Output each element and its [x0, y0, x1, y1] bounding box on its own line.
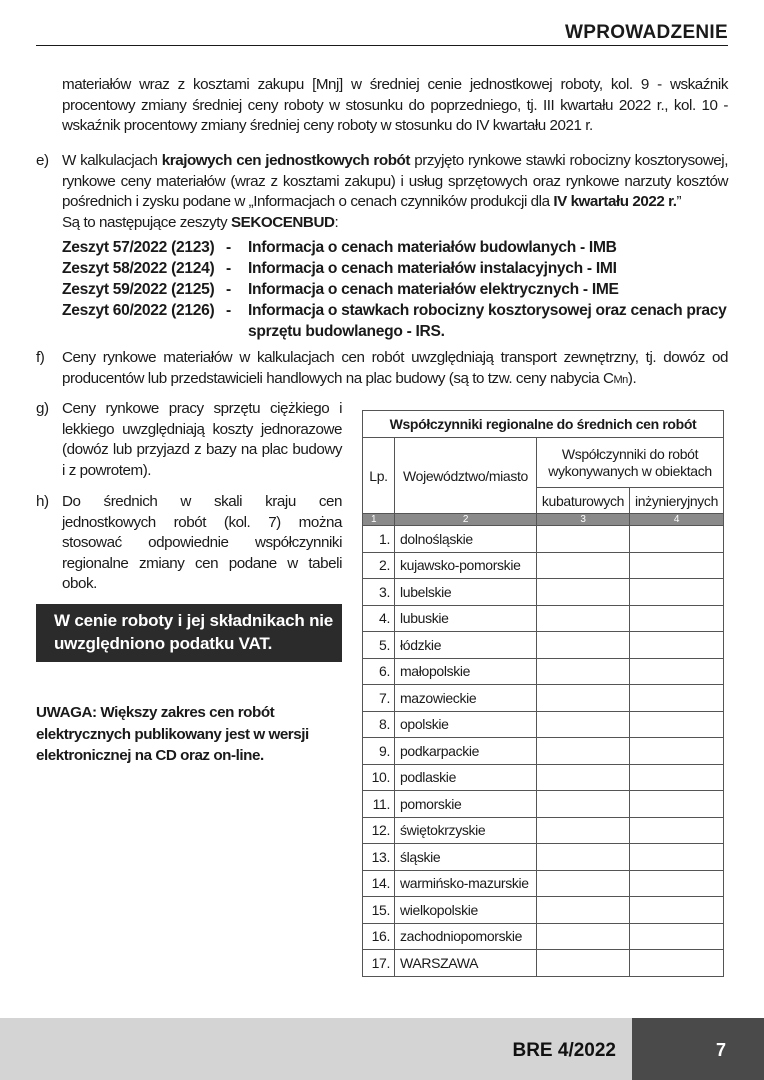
row-inzynieryjnych-value: [630, 897, 724, 924]
column-number-row: [363, 514, 724, 526]
row-inzynieryjnych-value: [630, 923, 724, 950]
row-inzynieryjnych-value: [630, 791, 724, 818]
row-inzynieryjnych-value: [630, 817, 724, 844]
table-row: [363, 711, 724, 738]
row-region-name: opolskie: [395, 711, 537, 738]
row-inzynieryjnych-value: [630, 526, 724, 553]
row-inzynieryjnych-value: [630, 632, 724, 659]
row-lp: 16.: [363, 923, 395, 950]
row-kubaturowych-value: [537, 764, 630, 791]
vat-notice-box: [36, 604, 342, 662]
list-item-e-text: W kalkulacjach krajowych cen jednostkowych robót przyjęto rynkowe stawki robocizny kosztorysowej, rynkowe ceny materiałów (wraz z kosztami zakupu) i usług sprzętowych oraz rynkowe narzuty kosztów pośrednich i zysku podane w „Informacjach o cenach czynników produkcji dla IV kwartału 2022 r.” Są to następujące zeszyty SEKOCENBUD:: [62, 152, 728, 231]
row-lp: 3.: [363, 579, 395, 606]
row-lp: 12.: [363, 817, 395, 844]
row-kubaturowych-value: [537, 950, 630, 977]
zeszyt-dash: -: [226, 260, 231, 277]
row-lp: 11.: [363, 791, 395, 818]
zeszyt-row: [62, 279, 728, 300]
col-header-lp: Lp.: [363, 438, 395, 514]
table-row: [363, 526, 724, 553]
zeszyt-desc: Informacja o cenach materiałów instalacyjnych - IMI: [248, 260, 617, 277]
column-number: 3: [537, 514, 630, 526]
vat-notice-line: W cenie roboty i jej składnikach nie: [54, 611, 334, 630]
table-row: [363, 738, 724, 765]
row-lp: 7.: [363, 685, 395, 712]
row-lp: 13.: [363, 844, 395, 871]
row-region-name: zachodniopomorskie: [395, 923, 537, 950]
row-kubaturowych-value: [537, 897, 630, 924]
zeszyt-dash: -: [226, 239, 231, 256]
column-number: 4: [630, 514, 724, 526]
row-inzynieryjnych-value: [630, 738, 724, 765]
table-row: [363, 791, 724, 818]
row-kubaturowych-value: [537, 526, 630, 553]
row-inzynieryjnych-value: [630, 658, 724, 685]
zeszyt-row: [62, 300, 728, 321]
row-kubaturowych-value: [537, 791, 630, 818]
row-kubaturowych-value: [537, 685, 630, 712]
table-row: [363, 870, 724, 897]
regional-coefficients-table: [362, 410, 724, 977]
row-region-name: mazowieckie: [395, 685, 537, 712]
row-inzynieryjnych-value: [630, 711, 724, 738]
zeszyt-name: Zeszyt 60/2022 (2126): [62, 302, 215, 319]
table-row: [363, 923, 724, 950]
row-inzynieryjnych-value: [630, 685, 724, 712]
footer-issue-label: BRE 4/2022: [512, 1040, 616, 1061]
row-kubaturowych-value: [537, 923, 630, 950]
list-marker: f): [36, 349, 45, 366]
row-lp: 10.: [363, 764, 395, 791]
row-inzynieryjnych-value: [630, 870, 724, 897]
header-rule: [36, 45, 728, 46]
uwaga-note: UWAGA: Większy zakres cen robót elektrycznych publikowany jest w wersji elektronicznej na CD oraz on-line.: [36, 704, 309, 764]
row-kubaturowych-value: [537, 579, 630, 606]
zeszyt-row: [62, 237, 728, 258]
row-inzynieryjnych-value: [630, 579, 724, 606]
zeszyt-desc: Informacja o cenach materiałów elektrycznych - IME: [248, 281, 619, 298]
row-region-name: śląskie: [395, 844, 537, 871]
list-item-f-text: Ceny rynkowe materiałów w kalkulacjach cen robót uwzględniają transport zewnętrzny, tj. dowóz od producentów lub przedstawicieli handlowych na plac budowy (są to tzw. ceny nabycia CMn).: [62, 349, 728, 387]
list-item-h-text: Do średnich w skali kraju cen jednostkowych robót (kol. 7) można stosować odpowiednie współczynniki regionalne zmiany cen podane w tabeli obok.: [62, 493, 342, 592]
row-inzynieryjnych-value: [630, 950, 724, 977]
table-row: [363, 897, 724, 924]
zeszyt-dash: -: [226, 281, 231, 298]
col-header-inzynieryjnych: inżynieryjnych: [630, 488, 724, 514]
col-header-wspolczynniki: Współczynniki do robót wykonywanych w obiektach: [537, 438, 724, 488]
zeszyt-desc: Informacja o stawkach robocizny kosztorysowej oraz cenach pracy: [248, 302, 727, 319]
zeszyt-row: [62, 258, 728, 279]
zeszyty-list: [62, 237, 728, 342]
list-marker: e): [36, 152, 49, 169]
row-lp: 4.: [363, 605, 395, 632]
vat-notice-line: uwzględniono podatku VAT.: [54, 634, 273, 653]
row-lp: 15.: [363, 897, 395, 924]
row-lp: 9.: [363, 738, 395, 765]
zeszyt-name: Zeszyt 58/2022 (2124): [62, 260, 215, 277]
table-row: [363, 605, 724, 632]
row-kubaturowych-value: [537, 870, 630, 897]
row-region-name: lubuskie: [395, 605, 537, 632]
row-region-name: wielkopolskie: [395, 897, 537, 924]
table-title: Współczynniki regionalne do średnich cen robót: [363, 411, 724, 438]
row-lp: 6.: [363, 658, 395, 685]
row-kubaturowych-value: [537, 658, 630, 685]
intro-paragraph: materiałów wraz z kosztami zakupu [Mnj] w średniej cenie jednostkowej roboty, kol. 9 - wskaźnik procentowy zmiany średniej ceny roboty w stosunku do poprzedniego, tj. III kwartału 2022 r., kol. 10 - wskaźnik procentowy zmiany średniej ceny roboty w stosunku do IV kwartału 2021 r.: [62, 76, 728, 134]
zeszyt-desc: Informacja o cenach materiałów budowlanych - IMB: [248, 239, 617, 256]
table-row: [363, 632, 724, 659]
list-marker: g): [36, 400, 49, 417]
list-item-g-text: Ceny rynkowe pracy sprzętu ciężkiego i lekkiego uwzględniają koszty jednorazowe (dowóz lub przyjazd z bazy na plac budowy i z powrotem).: [62, 400, 342, 479]
row-lp: 17.: [363, 950, 395, 977]
row-region-name: lubelskie: [395, 579, 537, 606]
footer-page-number: 7: [715, 1040, 726, 1060]
footer-page-box: [632, 1018, 764, 1080]
col-header-kubaturowych: kubaturowych: [537, 488, 630, 514]
row-kubaturowych-value: [537, 711, 630, 738]
table-row: [363, 950, 724, 977]
row-lp: 2.: [363, 552, 395, 579]
row-region-name: warmińsko-mazurskie: [395, 870, 537, 897]
row-kubaturowych-value: [537, 817, 630, 844]
table-row: [363, 844, 724, 871]
row-region-name: dolnośląskie: [395, 526, 537, 553]
table-row: [363, 764, 724, 791]
table-row: [363, 658, 724, 685]
row-region-name: podlaskie: [395, 764, 537, 791]
row-inzynieryjnych-value: [630, 552, 724, 579]
row-inzynieryjnych-value: [630, 844, 724, 871]
zeszyt-row-continued: [62, 321, 728, 342]
row-lp: 5.: [363, 632, 395, 659]
table-row: [363, 685, 724, 712]
row-kubaturowych-value: [537, 552, 630, 579]
column-number: 2: [395, 514, 537, 526]
row-inzynieryjnych-value: [630, 605, 724, 632]
zeszyt-dash: -: [226, 302, 231, 319]
zeszyt-name: Zeszyt 59/2022 (2125): [62, 281, 215, 298]
table-row: [363, 552, 724, 579]
row-lp: 14.: [363, 870, 395, 897]
row-lp: 1.: [363, 526, 395, 553]
row-region-name: kujawsko-pomorskie: [395, 552, 537, 579]
row-region-name: WARSZAWA: [395, 950, 537, 977]
row-kubaturowych-value: [537, 738, 630, 765]
row-inzynieryjnych-value: [630, 764, 724, 791]
row-kubaturowych-value: [537, 632, 630, 659]
row-region-name: pomorskie: [395, 791, 537, 818]
row-lp: 8.: [363, 711, 395, 738]
row-region-name: świętokrzyskie: [395, 817, 537, 844]
zeszyt-name: Zeszyt 57/2022 (2123): [62, 239, 215, 256]
row-region-name: małopolskie: [395, 658, 537, 685]
row-kubaturowych-value: [537, 844, 630, 871]
table-row: [363, 817, 724, 844]
column-number: 1: [363, 514, 395, 526]
list-marker: h): [36, 493, 49, 510]
page-header-title: WPROWADZENIE: [565, 22, 728, 43]
row-region-name: łódzkie: [395, 632, 537, 659]
row-region-name: podkarpackie: [395, 738, 537, 765]
zeszyt-desc-continued: sprzętu budowlanego - IRS.: [248, 323, 445, 340]
row-kubaturowych-value: [537, 605, 630, 632]
table-row: [363, 579, 724, 606]
col-header-wojewodztwo: Województwo/miasto: [395, 438, 537, 514]
